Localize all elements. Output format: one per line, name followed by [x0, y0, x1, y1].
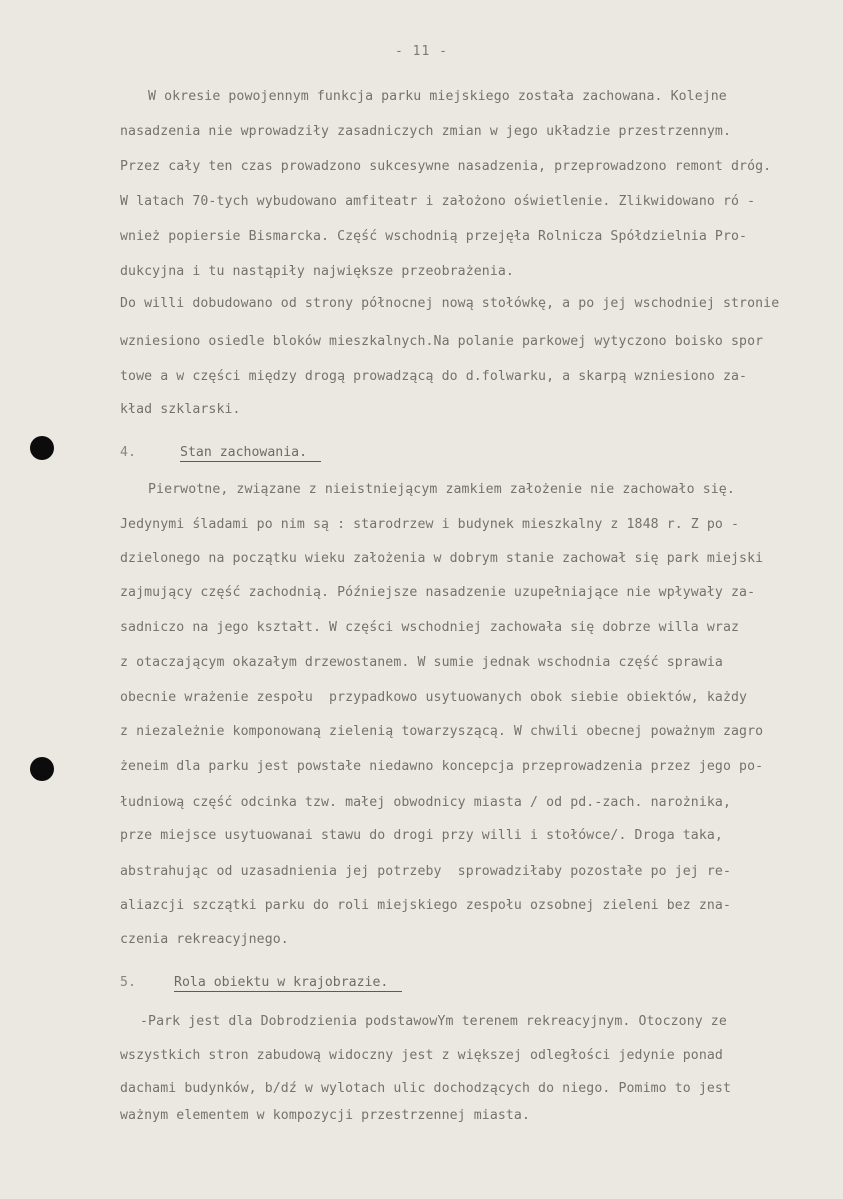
paragraph-line: wnież popiersie Bismarcka. Część wschodnią przejęła Rolnicza Spółdzielnia Pro-: [120, 229, 748, 244]
paragraph-line: wzniesiono osiedle bloków mieszkalnych.Na polanie parkowej wytyczono boisko spor: [120, 334, 764, 349]
paragraph-line: łudniową część odcinka tzw. małej obwodnicy miasta / od pd.-zach. narożnika,: [120, 795, 732, 810]
punch-hole: [30, 436, 54, 460]
paragraph-line: z niezależnie komponowaną zielenią towarzyszącą. W chwili obecnej poważnym zagro: [120, 724, 764, 739]
paragraph-line: Jedynymi śladami po nim są : starodrzew i budynek mieszkalny z 1848 r. Z po -: [120, 517, 740, 532]
paragraph-line: z otaczającym okazałym drzewostanem. W sumie jednak wschodnia część sprawia: [120, 655, 723, 670]
section-number: 4.: [120, 445, 136, 460]
paragraph-line: czenia rekreacyjnego.: [120, 932, 289, 947]
section-heading: Rola obiektu w krajobrazie.: [174, 975, 402, 992]
paragraph-line: Do willi dobudowano od strony północnej nową stołówkę, a po jej wschodniej stronie: [120, 296, 780, 311]
paragraph-line: obecnie wrażenie zespołu przypadkowo usytuowanych obok siebie obiektów, każdy: [120, 690, 748, 705]
paragraph-line: -Park jest dla Dobrodzienia podstawowYm terenem rekreacyjnym. Otoczony ze: [140, 1014, 727, 1029]
paragraph-line: kład szklarski.: [120, 402, 241, 417]
paragraph-line: dzielonego na początku wieku założenia w dobrym stanie zachował się park miejski: [120, 551, 764, 566]
paragraph-line: wszystkich stron zabudową widoczny jest z większej odległości jedynie ponad: [120, 1048, 723, 1063]
punch-hole: [30, 757, 54, 781]
paragraph-line: żeneim dla parku jest powstałe niedawno koncepcja przeprowadzenia przez jego po-: [120, 759, 764, 774]
paragraph-line: dukcyjna i tu nastąpiły największe przeobrażenia.: [120, 264, 514, 279]
paragraph-line: towe a w części między drogą prowadzącą do d.folwarku, a skarpą wzniesiono za-: [120, 369, 748, 384]
paragraph-line: aliazcji szczątki parku do roli miejskiego zespołu ozsobnej zieleni bez zna-: [120, 898, 732, 913]
paragraph-line: Pierwotne, związane z nieistniejącym zamkiem założenie nie zachowało się.: [148, 482, 735, 497]
section-number: 5.: [120, 975, 136, 990]
paragraph-line: sadniczo na jego kształt. W części wschodniej zachowała się dobrze willa wraz: [120, 620, 740, 635]
paragraph-line: Przez cały ten czas prowadzono sukcesywne nasadzenia, przeprowadzono remont dróg.: [120, 159, 772, 174]
paragraph-line: ważnym elementem w kompozycji przestrzennej miasta.: [120, 1108, 531, 1123]
paragraph-line: W latach 70-tych wybudowano amfiteatr i założono oświetlenie. Zlikwidowano ró -: [120, 194, 756, 209]
section-heading: Stan zachowania.: [180, 445, 321, 462]
paragraph-line: nasadzenia nie wprowadziły zasadniczych zmian w jego układzie przestrzennym.: [120, 124, 732, 139]
paragraph-line: zajmujący część zachodnią. Późniejsze nasadzenie uzupełniające nie wpływały za-: [120, 585, 756, 600]
paragraph-line: W okresie powojennym funkcja parku miejskiego została zachowana. Kolejne: [148, 89, 727, 104]
page-number: - 11 -: [395, 44, 448, 59]
paragraph-line: abstrahując od uzasadnienia jej potrzeby sprowadziłaby pozostałe po jej re-: [120, 864, 732, 879]
paragraph-line: prze miejsce usytuowanai stawu do drogi przy willi i stołówce/. Droga taka,: [120, 828, 723, 843]
paragraph-line: dachami budynków, b/dź w wylotach ulic dochodzących do niego. Pomimo to jest: [120, 1081, 732, 1096]
